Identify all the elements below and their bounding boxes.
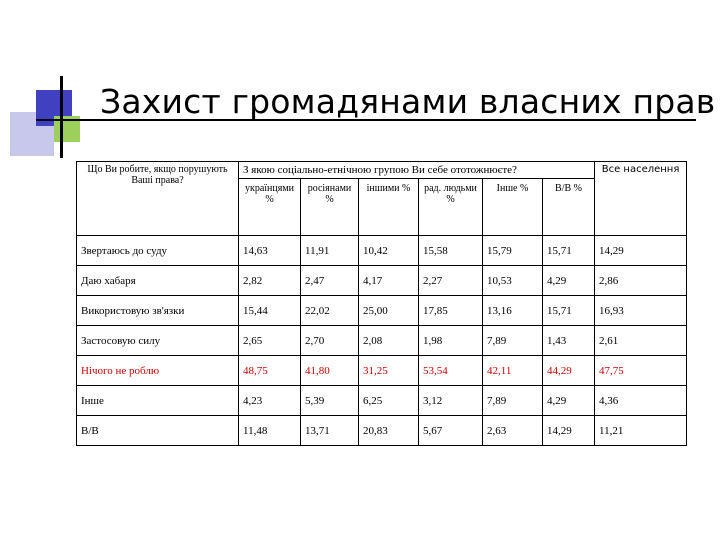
table-cell: 2,47 (301, 266, 359, 296)
table-cell: 20,83 (359, 416, 419, 446)
table-cell: 17,85 (419, 296, 483, 326)
table-cell: 15,44 (239, 296, 301, 326)
decor-vertical-line (60, 76, 63, 158)
table-cell: 48,75 (239, 356, 301, 386)
table-cell: 7,89 (483, 326, 543, 356)
total-cell: 2,61 (595, 326, 687, 356)
column-header: іншими % (359, 179, 419, 236)
table-cell: 10,42 (359, 236, 419, 266)
table-cell: 15,79 (483, 236, 543, 266)
table-row (77, 326, 687, 356)
table-cell: 31,25 (359, 356, 419, 386)
total-cell: 16,93 (595, 296, 687, 326)
column-header: українцями % (239, 179, 301, 236)
row-label: Звертаюсь до суду (77, 236, 239, 266)
table-cell: 15,71 (543, 296, 595, 326)
table-row (77, 416, 687, 446)
table-row (77, 296, 687, 326)
total-cell: 4,36 (595, 386, 687, 416)
table-cell: 2,27 (419, 266, 483, 296)
table-cell: 5,67 (419, 416, 483, 446)
table-row (77, 386, 687, 416)
table-cell: 11,48 (239, 416, 301, 446)
slide-title: Захист громадянами власних прав (100, 82, 716, 121)
row-label: Інше (77, 386, 239, 416)
table-cell: 4,29 (543, 266, 595, 296)
total-cell: 2,86 (595, 266, 687, 296)
table-row (77, 236, 687, 266)
table-cell: 15,71 (543, 236, 595, 266)
column-header: росіянами % (301, 179, 359, 236)
table-cell: 25,00 (359, 296, 419, 326)
table-cell: 2,63 (483, 416, 543, 446)
table-cell: 11,91 (301, 236, 359, 266)
header-row (77, 162, 687, 179)
table-cell: 6,25 (359, 386, 419, 416)
table-cell: 13,16 (483, 296, 543, 326)
table-cell: 41,80 (301, 356, 359, 386)
row-label: Даю хабаря (77, 266, 239, 296)
survey-table (76, 161, 687, 446)
row-label: Нічого не роблю (77, 356, 239, 386)
table-cell: 22,02 (301, 296, 359, 326)
table-row (77, 356, 687, 386)
total-cell: 11,21 (595, 416, 687, 446)
row-label: В/В (77, 416, 239, 446)
question-header: Що Ви робите, якщо порушують Ваші права? (77, 162, 239, 236)
table-cell: 42,11 (483, 356, 543, 386)
table-cell: 2,70 (301, 326, 359, 356)
total-header: Все населення (595, 162, 687, 236)
table-cell: 14,29 (543, 416, 595, 446)
table-cell: 44,29 (543, 356, 595, 386)
table-cell: 7,89 (483, 386, 543, 416)
group-header: З якою соціально-етнічною групою Ви себе ототожнюєте? (239, 162, 595, 179)
table-cell: 5,39 (301, 386, 359, 416)
column-header: Інше % (483, 179, 543, 236)
table-cell: 4,17 (359, 266, 419, 296)
table-cell: 10,53 (483, 266, 543, 296)
table-cell: 1,98 (419, 326, 483, 356)
table-cell: 15,58 (419, 236, 483, 266)
total-cell: 47,75 (595, 356, 687, 386)
table-cell: 3,12 (419, 386, 483, 416)
row-label: Використовую зв'язки (77, 296, 239, 326)
table-cell: 53,54 (419, 356, 483, 386)
table-cell: 2,08 (359, 326, 419, 356)
table-cell: 1,43 (543, 326, 595, 356)
table-cell: 2,65 (239, 326, 301, 356)
column-header: рад. людьми % (419, 179, 483, 236)
table-cell: 14,63 (239, 236, 301, 266)
column-header: В/В % (543, 179, 595, 236)
table-cell: 2,82 (239, 266, 301, 296)
table-cell: 13,71 (301, 416, 359, 446)
total-cell: 14,29 (595, 236, 687, 266)
table-cell: 4,29 (543, 386, 595, 416)
table-row (77, 266, 687, 296)
table-cell: 4,23 (239, 386, 301, 416)
row-label: Застосовую силу (77, 326, 239, 356)
